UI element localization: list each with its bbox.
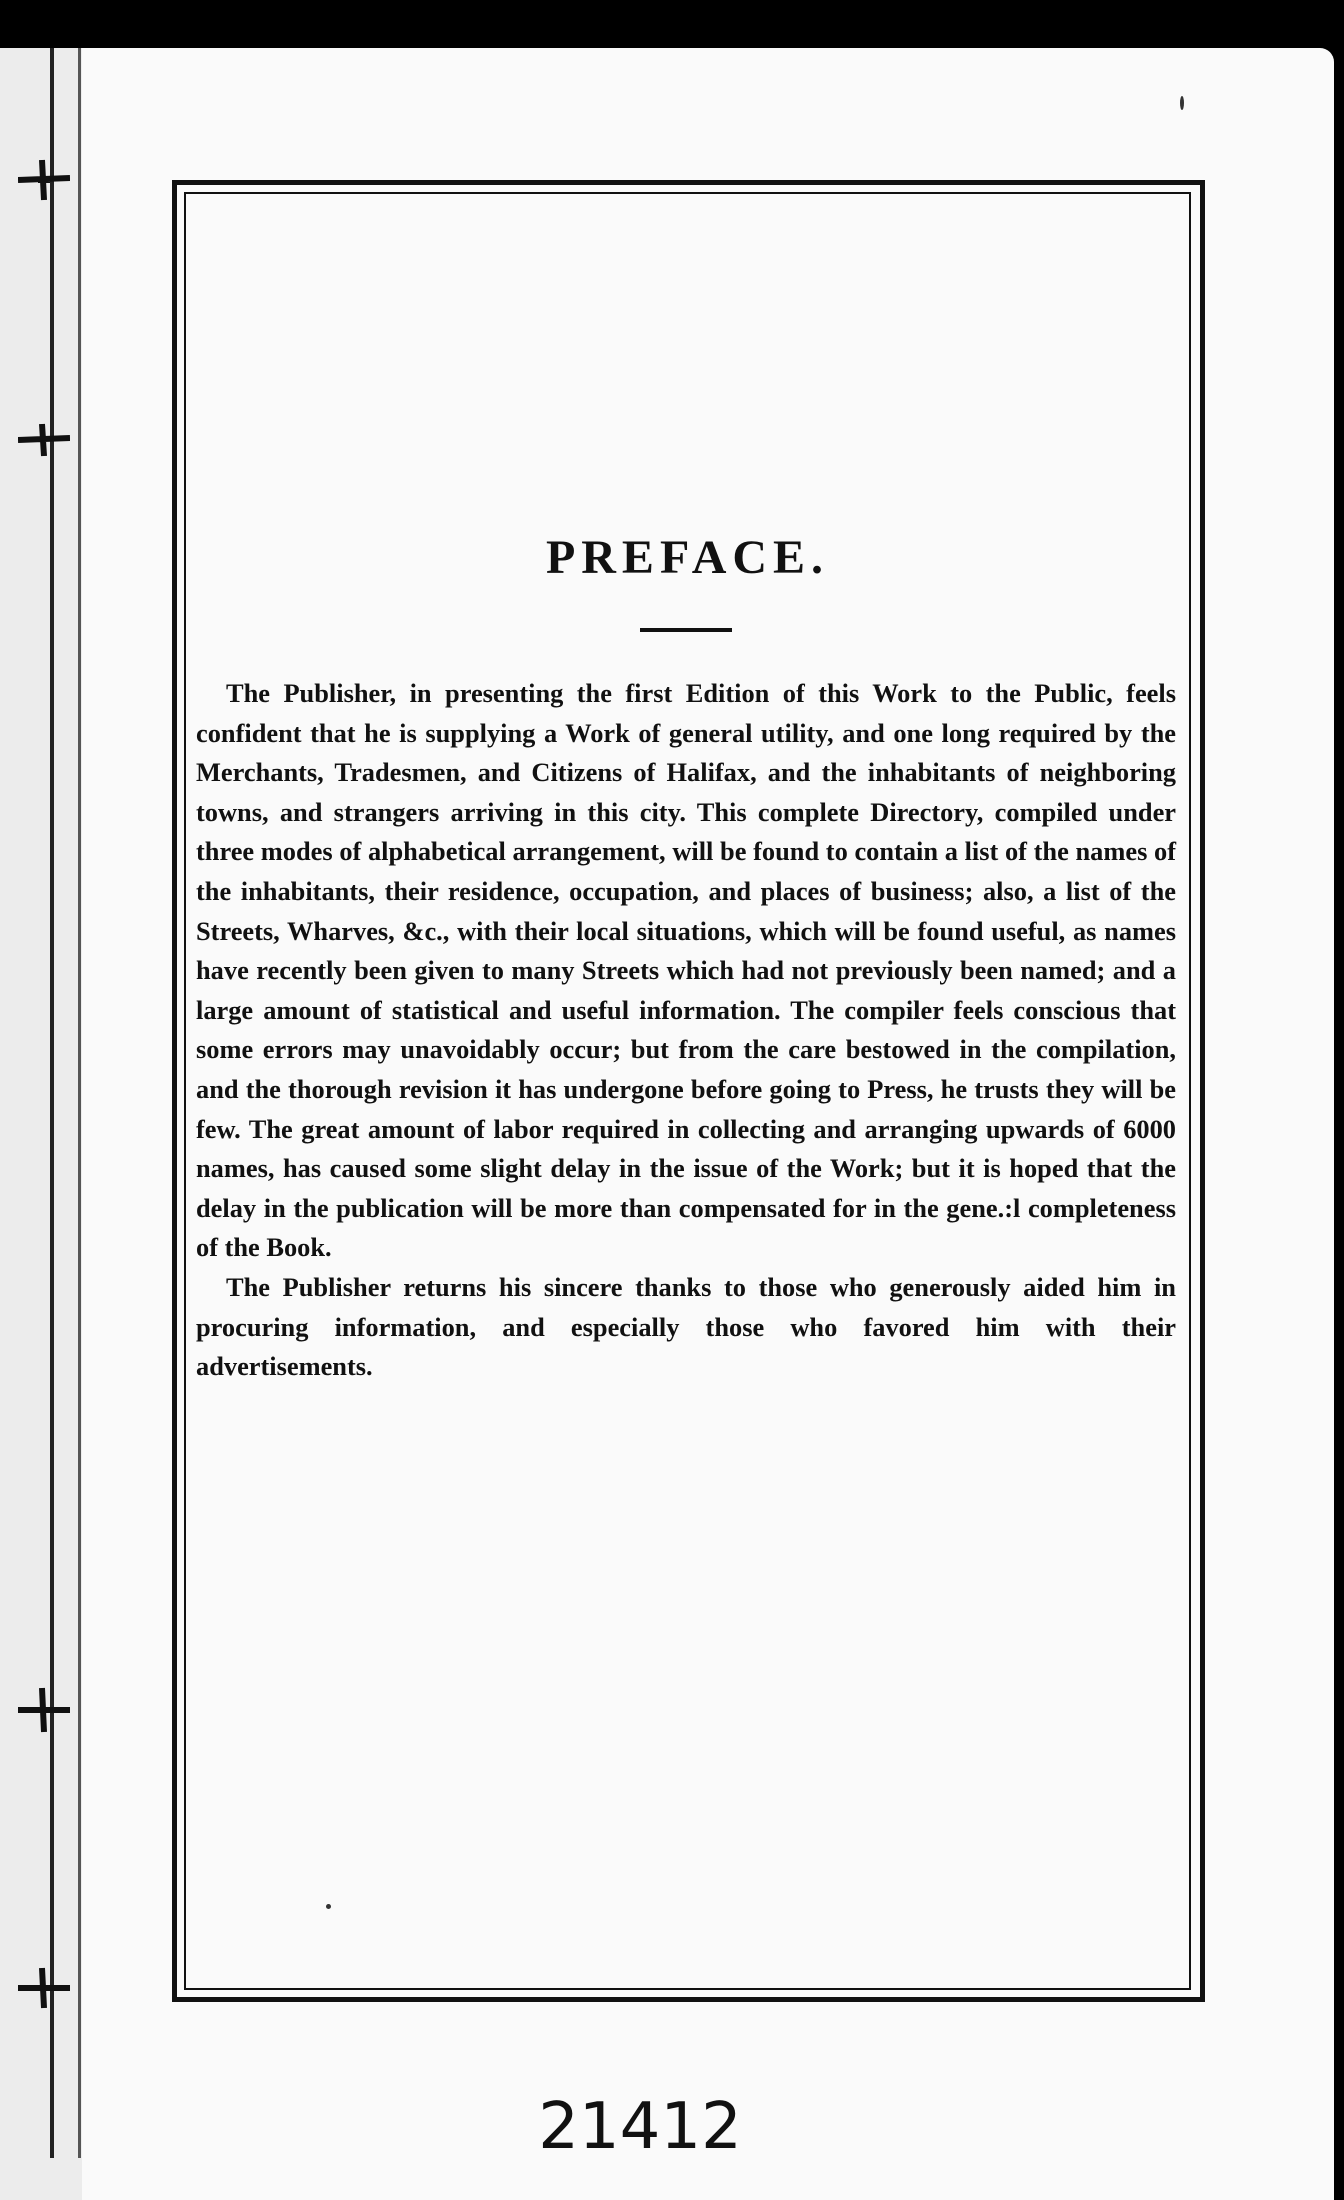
binding-stitch-icon <box>18 410 70 470</box>
binding-stitch-icon <box>18 1680 70 1740</box>
page-title: PREFACE. <box>545 531 830 584</box>
handwritten-number-text: 21412 <box>538 2090 742 2164</box>
preface-body <box>196 674 1176 1387</box>
preface-paragraph: The Publisher, in presenting the first Edition of this Work to the Public, feels confident that he is supplying a Work of general utility, and one long required by the Merchants, Tradesmen, and Citizens of Halifax, and the inhabitants of neighboring towns, and strangers arriving in this city. This complete Directory, compiled under three modes of alphabetical arrangement, will be found to contain a list of the names of the inhabitants, their residence, occupation, and places of business; also, a list of the Streets, Wharves, &c., with their local situations, which will be found useful, as names have recently been given to many Streets which had not previously been named; and a large amount of statistical and useful information. The compiler feels conscious that some errors may unavoidably occur; but from the care bestowed in the compilation, and the thorough revision it has undergone before going to Press, he trusts they will be few. The great amount of labor required in collecting and arranging upwards of 6000 names, has caused some slight delay in the issue of the Work; but it is hoped that the delay in the publication will be more than compensated for in the gene.:l completeness of the Book. <box>196 678 1176 1263</box>
spine-edge-line <box>50 48 54 2158</box>
handwritten-number <box>480 2080 800 2170</box>
paper-speck <box>1180 96 1184 110</box>
title-rule <box>640 628 732 632</box>
binding-stitch-icon <box>18 150 70 210</box>
binding-spine <box>0 48 82 2200</box>
preface-paragraph: The Publisher returns his sincere thanks to those who generously aided him in procuring information, and especially those who favored him with their advertisements. <box>196 1271 1176 1382</box>
spine-inner-line <box>78 48 81 2158</box>
binding-stitch-icon <box>18 1958 70 2018</box>
